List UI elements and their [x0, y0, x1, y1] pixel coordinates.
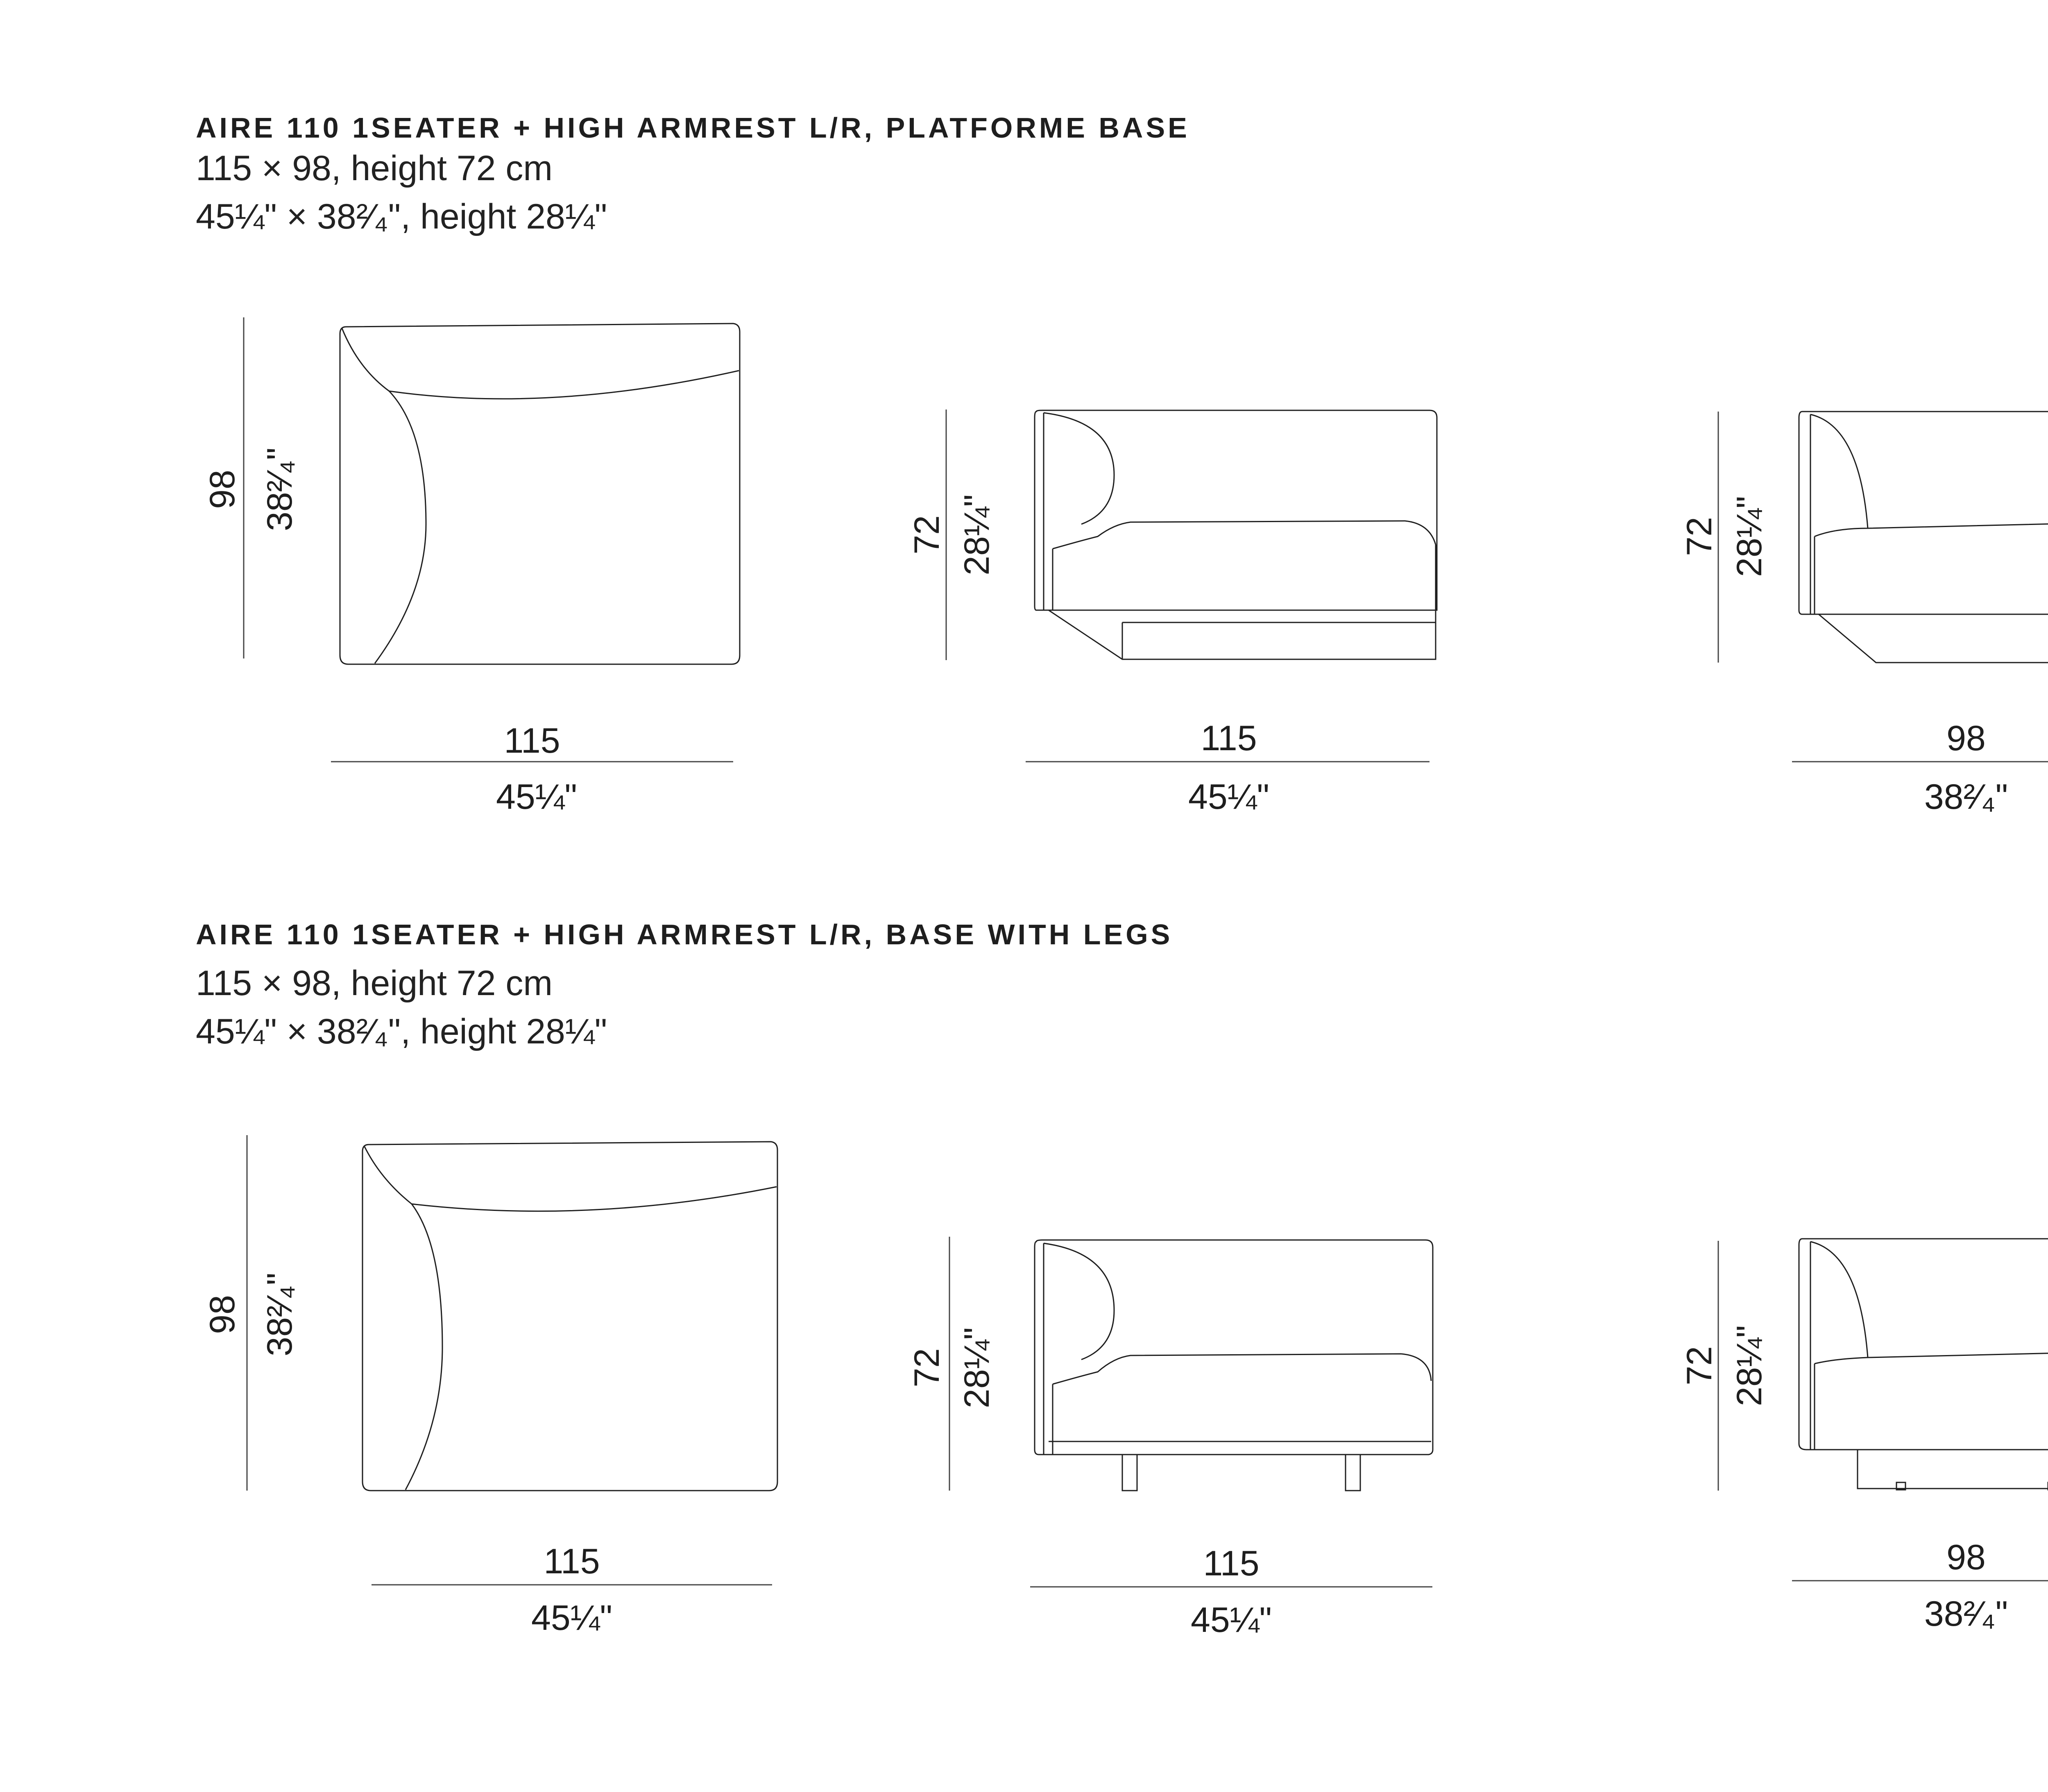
backrest-profile	[1810, 414, 1868, 528]
section-1-title: AIRE 110 1SEATER + HIGH ARMREST L/R, PLATFORME BASE	[196, 112, 1190, 144]
section-1-side-view	[1680, 412, 2048, 817]
sofa-side-outline	[1799, 412, 2048, 614]
width-cm-label: 115	[1201, 719, 1257, 758]
depth-in-label: 38²⁄₄"	[260, 447, 299, 532]
height-cm-label: 72	[907, 1348, 947, 1387]
section-2-side-view	[1680, 1239, 2048, 1634]
sofa-top-outline	[362, 1142, 777, 1491]
height-cm-label: 72	[1680, 1346, 1719, 1385]
armrest-inner	[1044, 1243, 1114, 1360]
width-in-label: 45¼"	[1191, 1600, 1272, 1640]
depth-cm-label: 98	[203, 470, 242, 509]
section-2-spec-in: 45¼" × 38²⁄₄", height 28¼"	[196, 1012, 607, 1051]
sofa-side-outline	[1799, 1239, 2048, 1450]
height-cm-label: 72	[1680, 517, 1719, 556]
width-in-label: 38²⁄₄"	[1924, 777, 2008, 817]
width-cm-label: 115	[504, 721, 560, 760]
width-in-label: 45¼"	[531, 1598, 612, 1638]
height-in-label: 28¼"	[1730, 496, 1769, 577]
seat-cushion	[1053, 1354, 1431, 1384]
sofa-front-outline	[1035, 410, 1437, 610]
seat-cushion	[1815, 1351, 2048, 1364]
backrest-profile	[1810, 1242, 1868, 1358]
seat-cushion	[1053, 521, 1436, 549]
width-in-label: 38²⁄₄"	[1924, 1594, 2008, 1634]
backrest-curve	[342, 328, 739, 399]
height-cm-label: 72	[907, 515, 947, 554]
width-in-label: 45¼"	[496, 777, 577, 817]
front-right-leg	[1346, 1455, 1360, 1491]
section-1-front-view	[907, 410, 1437, 817]
height-in-label: 28¼"	[1730, 1325, 1769, 1406]
depth-cm-label: 98	[203, 1295, 242, 1334]
front-left-leg	[1122, 1455, 1137, 1491]
armrest-curve	[406, 1204, 442, 1490]
platform-base	[1819, 614, 2048, 663]
sofa-top-outline	[340, 324, 740, 664]
height-in-label: 28¼"	[957, 1327, 997, 1408]
width-cm-label: 115	[1203, 1544, 1260, 1583]
width-cm-label: 115	[544, 1542, 600, 1581]
armrest-curve	[375, 391, 426, 663]
section-2-front-view	[907, 1237, 1433, 1640]
section-1-top-view	[203, 317, 740, 817]
width-in-label: 45¼"	[1188, 777, 1269, 817]
width-cm-label: 98	[1946, 1538, 1986, 1577]
backrest-curve	[365, 1147, 777, 1211]
sofa-front-outline	[1035, 1240, 1433, 1455]
height-in-label: 28¼"	[957, 494, 997, 575]
depth-in-label: 38²⁄₄"	[260, 1272, 299, 1357]
section-1-spec-in: 45¼" × 38²⁄₄", height 28¼"	[196, 197, 607, 236]
seat-cushion	[1815, 522, 2048, 536]
section-1-spec-cm: 115 × 98, height 72 cm	[196, 149, 553, 188]
section-2-spec-cm: 115 × 98, height 72 cm	[196, 964, 553, 1003]
platform-base	[1049, 610, 1436, 659]
base-frame	[1858, 1450, 2048, 1489]
width-cm-label: 98	[1946, 719, 1986, 758]
section-2-top-view	[203, 1135, 777, 1638]
armrest-inner	[1044, 413, 1114, 524]
section-2-title: AIRE 110 1SEATER + HIGH ARMREST L/R, BASE WITH LEGS	[196, 919, 1173, 950]
